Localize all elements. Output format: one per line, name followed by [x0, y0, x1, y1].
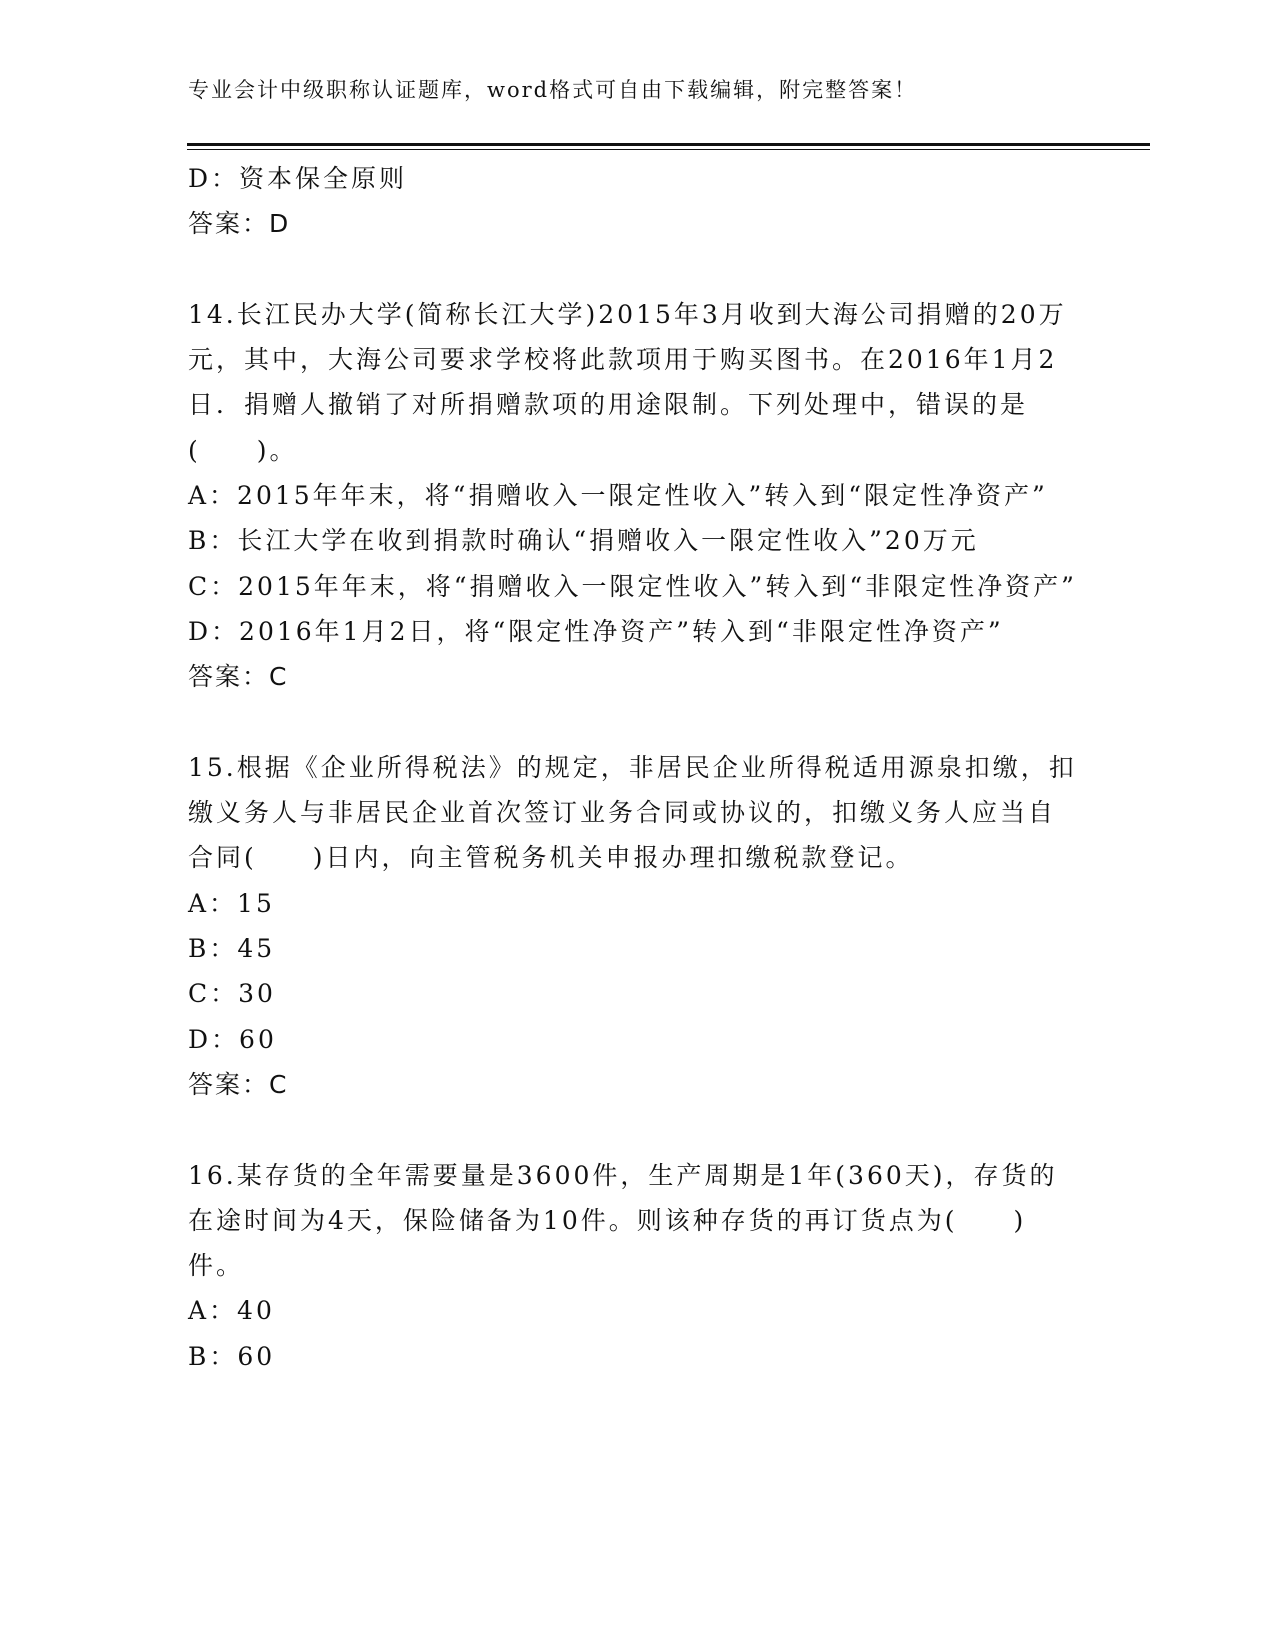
answer-q14: 答案：C: [188, 662, 289, 692]
option-d-q14: D：2016年1月2日，将“限定性净资产”转入到“非限定性净资产”: [188, 616, 1004, 646]
question-16: 16.某存货的全年需要量是3600件，生产周期是1年(360天)，存货的在途时间为4天，保险储备为10件。则该种存货的再订货点为( )件。: [188, 1160, 1058, 1281]
option-d-q13: D：资本保全原则: [188, 164, 408, 193]
option-a-q14: A：2015年年末，将“捐赠收入一限定性收入”转入到“限定性净资产”: [188, 481, 1048, 511]
document-body: [188, 156, 1088, 1379]
spacer: [188, 1107, 1088, 1152]
header-rule-thick: [187, 143, 1150, 146]
option-d-q15: D：60: [188, 1024, 277, 1054]
question-15: 15.根据《企业所得税法》的规定，非居民企业所得税适用源泉扣缴，扣缴义务人与非居民企业首次签订业务合同或协议的，扣缴义务人应当自合同( )日内，向主管税务机关申报办理扣缴税款登记。: [188, 752, 1077, 873]
question-14: 14.长江民办大学(简称长江大学)2015年3月收到大海公司捐赠的20万元，其中，大海公司要求学校将此款项用于购买图书。在2016年1月2日．捐赠人撤销了对所捐赠款项的用途限制。下列处理中，错误的是( )。: [188, 299, 1067, 465]
spacer: [188, 700, 1088, 745]
page-header: 专业会计中级职称认证题库，word格式可自由下载编辑，附完整答案！: [188, 78, 918, 102]
answer-q15: 答案：C: [188, 1069, 289, 1099]
option-b-q15: B：45: [188, 934, 276, 964]
option-c-q14: C：2015年年末，将“捐赠收入一限定性收入”转入到“非限定性净资产”: [188, 571, 1077, 601]
option-b-q14: B：长江大学在收到捐款时确认“捐赠收入一限定性收入”20万元: [188, 526, 979, 556]
option-a-q16: A：40: [188, 1296, 275, 1326]
answer-q13: 答案：D: [188, 209, 291, 239]
option-a-q15: A：15: [188, 888, 275, 918]
option-c-q15: C：30: [188, 979, 276, 1009]
header-rule-thin: [187, 149, 1150, 150]
spacer: [188, 247, 1088, 292]
option-b-q16: B：60: [188, 1341, 276, 1371]
